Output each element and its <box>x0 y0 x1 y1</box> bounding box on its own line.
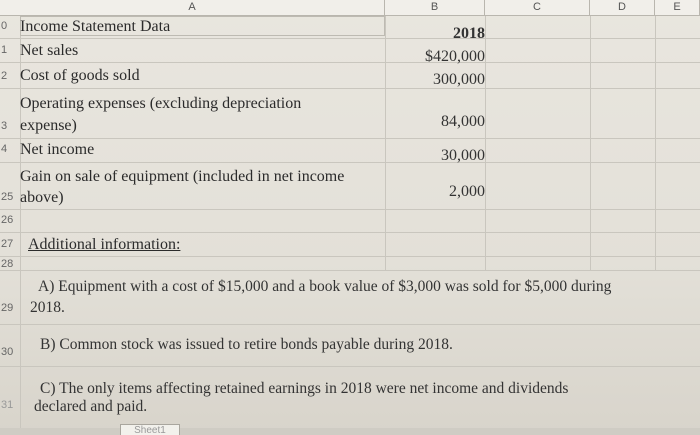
horizontal-scrollbar[interactable] <box>0 428 700 435</box>
year-header[interactable]: 2018 <box>453 25 485 42</box>
column-header-c[interactable]: C <box>485 0 590 16</box>
gain-value[interactable]: 2,000 <box>449 183 485 200</box>
column-header-a[interactable]: A <box>0 0 385 16</box>
net-income-label[interactable]: Net income <box>20 141 95 158</box>
row-number[interactable]: 0 <box>1 20 8 32</box>
note-c-line1[interactable]: C) The only items affecting retained earnings in 2018 were net income and dividends <box>40 380 569 397</box>
note-c-line2[interactable]: declared and paid. <box>34 398 148 415</box>
row-number[interactable]: 25 <box>1 191 14 203</box>
row-number[interactable]: 28 <box>1 258 14 270</box>
income-statement-header[interactable]: Income Statement Data <box>20 18 171 35</box>
note-a-line2[interactable]: 2018. <box>30 299 65 316</box>
row-number[interactable]: 26 <box>1 214 14 226</box>
note-a-line1[interactable]: A) Equipment with a cost of $15,000 and a book value of $3,000 was sold for $5,000 during <box>38 278 612 295</box>
row-number[interactable]: 1 <box>1 44 8 56</box>
column-header-e[interactable]: E <box>655 0 700 16</box>
grid-line <box>0 366 700 367</box>
grid-line <box>655 16 656 270</box>
note-b-line1[interactable]: B) Common stock was issued to retire bonds payable during 2018. <box>40 336 453 353</box>
grid-line <box>0 62 700 63</box>
grid-line <box>0 162 700 163</box>
row-number[interactable]: 3 <box>1 120 8 132</box>
grid-line <box>0 209 700 210</box>
net-income-value[interactable]: 30,000 <box>441 147 485 164</box>
column-header-d[interactable]: D <box>590 0 655 16</box>
row-number[interactable]: 4 <box>1 143 8 155</box>
row-number[interactable]: 31 <box>1 399 14 411</box>
cogs-label[interactable]: Cost of goods sold <box>20 67 140 84</box>
grid-line <box>0 38 700 39</box>
additional-info-title[interactable]: Additional information: <box>28 236 181 253</box>
grid-line <box>0 270 700 271</box>
gain-label-line2[interactable]: above) <box>20 189 64 206</box>
grid-line <box>0 256 700 257</box>
row-number[interactable]: 29 <box>1 302 14 314</box>
column-header-b[interactable]: B <box>385 0 485 16</box>
row-number[interactable]: 2 <box>1 70 8 82</box>
grid-line <box>590 16 591 270</box>
net-sales-value[interactable]: $420,000 <box>425 48 485 65</box>
opex-value[interactable]: 84,000 <box>441 113 485 130</box>
grid-line <box>0 88 700 89</box>
grid-line <box>0 324 700 325</box>
grid-line <box>485 16 486 270</box>
sheet-tab[interactable]: Sheet1 <box>120 424 180 435</box>
opex-label-line2[interactable]: expense) <box>20 117 77 134</box>
opex-label-line1[interactable]: Operating expenses (excluding depreciation <box>20 95 302 112</box>
cogs-value[interactable]: 300,000 <box>433 71 485 88</box>
gain-label-line1[interactable]: Gain on sale of equipment (included in net income <box>20 168 345 185</box>
net-sales-label[interactable]: Net sales <box>20 42 79 59</box>
grid-line <box>0 232 700 233</box>
row-number[interactable]: 27 <box>1 238 14 250</box>
grid-line <box>0 138 700 139</box>
row-number[interactable]: 30 <box>1 346 14 358</box>
